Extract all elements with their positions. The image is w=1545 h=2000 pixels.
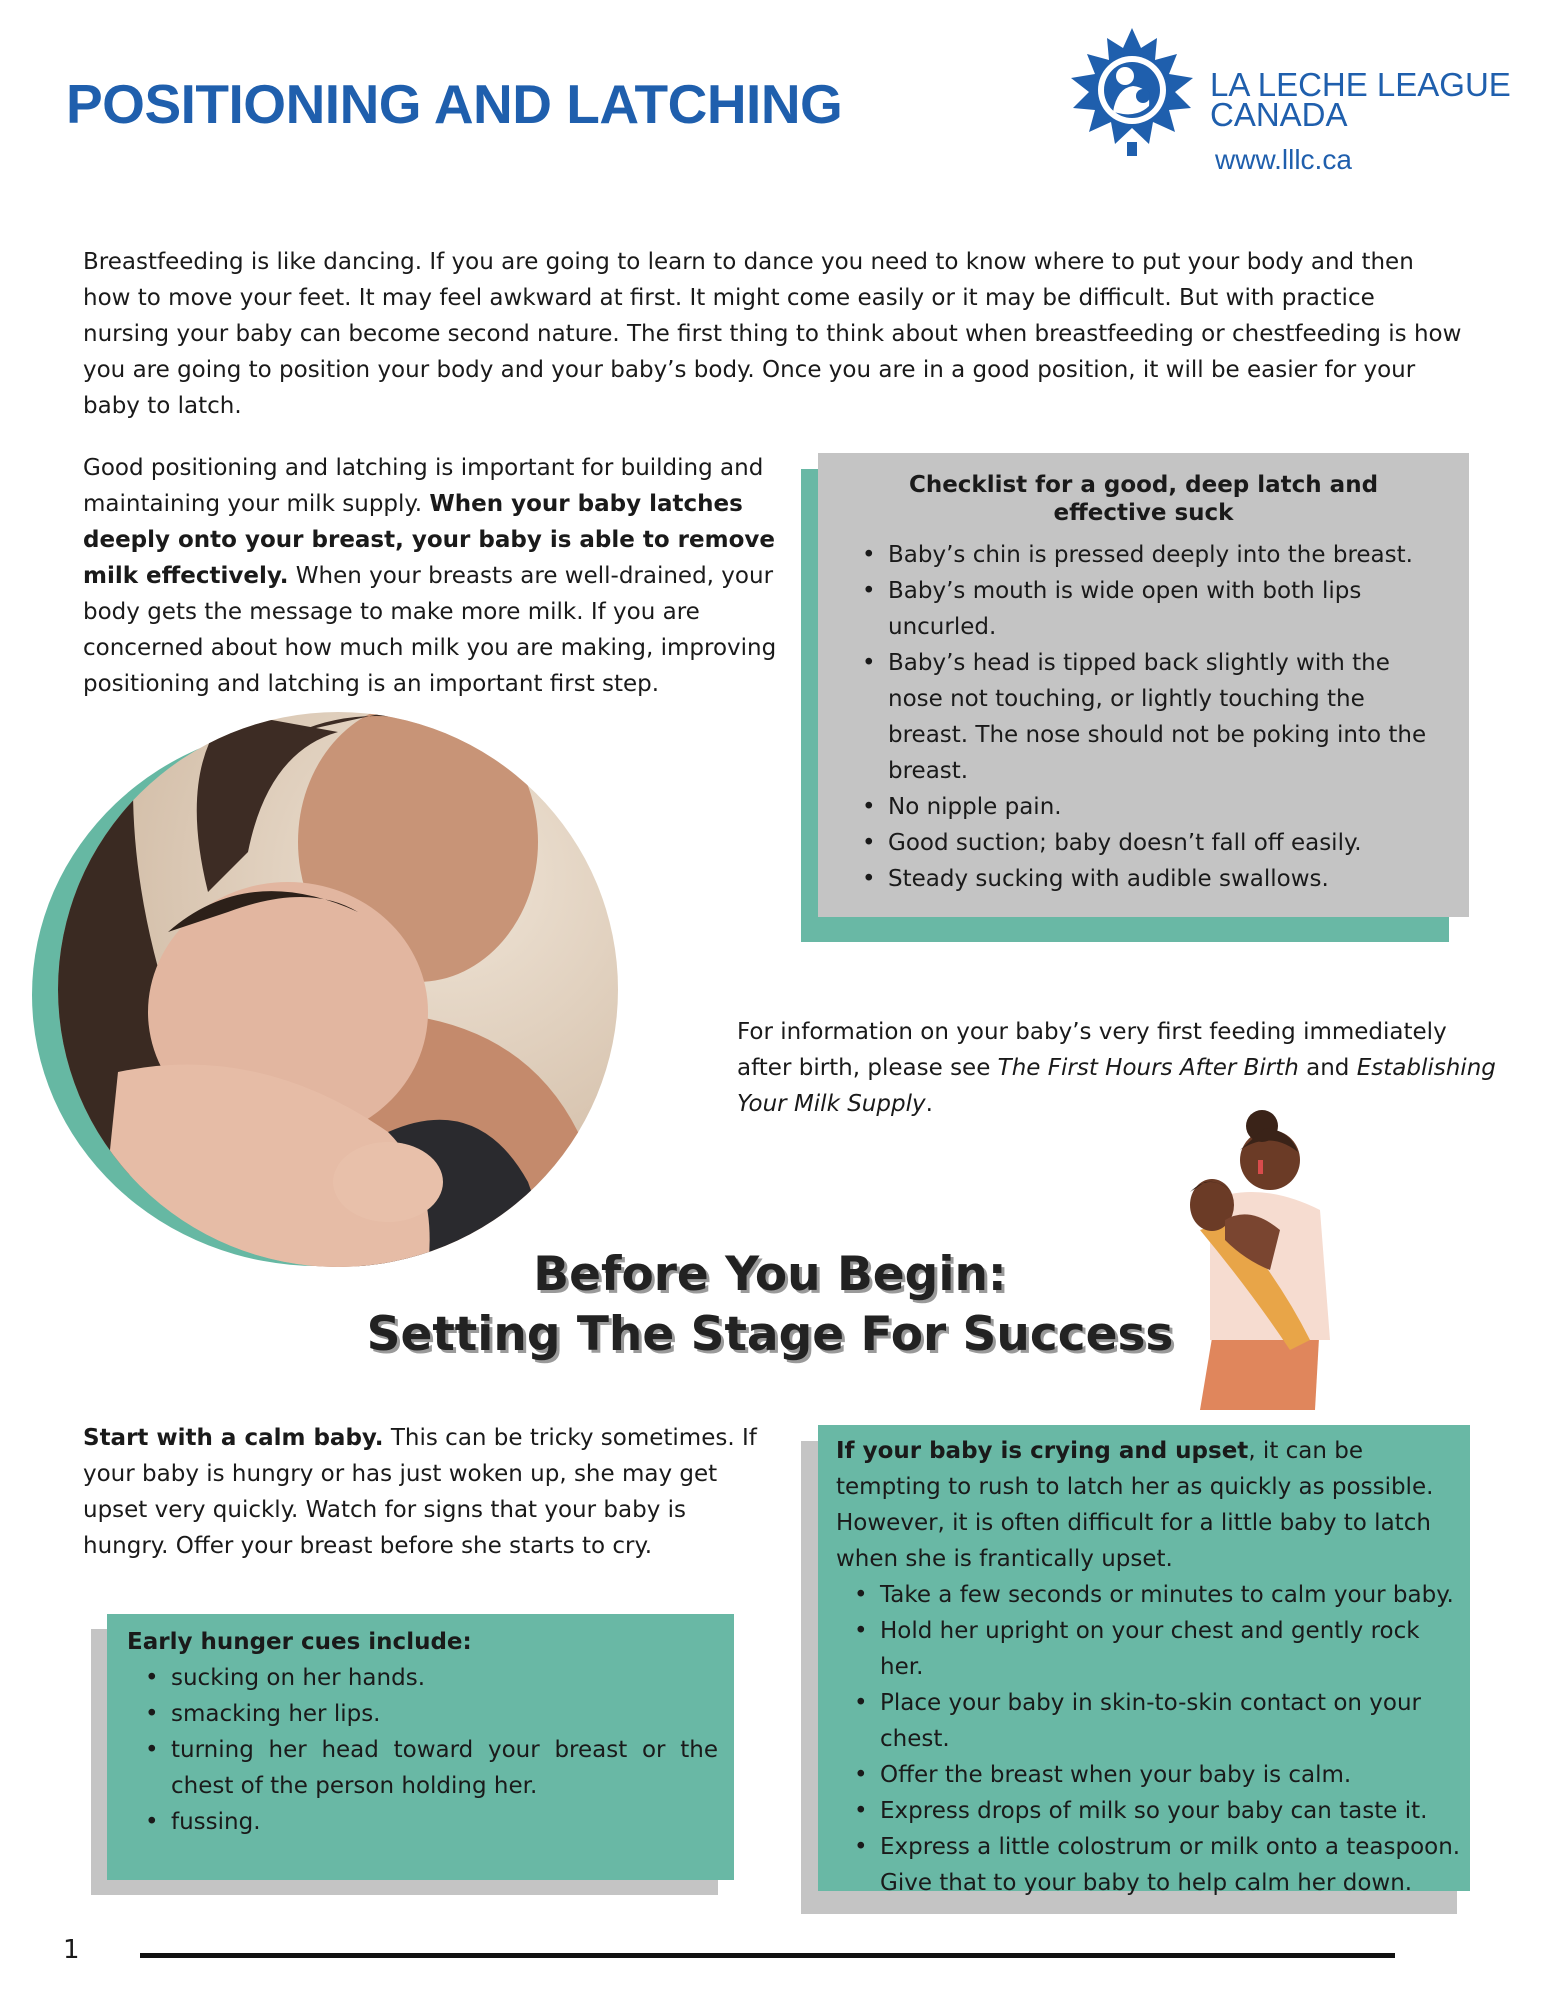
logo-name-line2: CANADA	[1210, 96, 1348, 133]
section-heading-line2: Setting The Stage For Success	[366, 1307, 1174, 1362]
page-title: POSITIONING AND LATCHING	[66, 73, 843, 135]
calm-text: This can be tricky sometimes. If your baby is hungry or has just woken up, she may get upset very quickly. Watch for signs that your baby is hungry. Offer your breast before she starts to cry.	[83, 1425, 757, 1559]
mother-baby-photo	[58, 712, 618, 1267]
checklist-box	[818, 453, 1469, 917]
list-item: • Express drops of milk so your baby can taste it.	[880, 1793, 1470, 1829]
section-heading	[360, 1245, 1180, 1365]
logo-name-line1: LA LECHE LEAGUE	[1210, 66, 1511, 103]
lllc-logo[interactable]	[1065, 26, 1525, 176]
list-item: • Baby’s mouth is wide open with both lips uncurled.	[888, 573, 1439, 645]
list-item: • Steady sucking with audible swallows.	[888, 861, 1439, 897]
upset-intro	[836, 1433, 1460, 1577]
list-item: • Hold her upright on your chest and gently rock her.	[880, 1613, 1470, 1685]
intro-paragraph: Breastfeeding is like dancing. If you are going to learn to dance you need to know where to put your body and then how to move your feet. It may feel awkward at first. It might come easily or it may be difficult. But with practice nursing your baby can become second nature. The first thing to think about when breastfeeding or chestfeeding is how you are going to position your body and your baby’s body. Once you are in a good position, it will be easier for your baby to latch.	[83, 249, 1462, 419]
mother-baby-image	[58, 712, 618, 1267]
footer-divider	[140, 1953, 1395, 1958]
checklist-title: Checklist for a good, deep latch and effective suck	[908, 472, 1379, 526]
page-number: 1	[63, 1935, 80, 1965]
list-item: • Baby’s head is tipped back slightly with the nose not touching, or lightly touching the breast. The nose should not be poking into the breast.	[888, 645, 1439, 789]
list-item: • Express a little colostrum or milk onto a teaspoon. Give that to your baby to help calm her down.	[880, 1829, 1470, 1901]
supply-paragraph	[83, 450, 793, 702]
cues-title: Early hunger cues include:	[127, 1629, 472, 1655]
list-item: • fussing.	[171, 1804, 718, 1840]
list-item: • turning her head toward your breast or the chest of the person holding her.	[171, 1732, 718, 1804]
website-link[interactable]: www.lllc.ca	[1215, 144, 1352, 175]
calm-baby-paragraph	[83, 1420, 763, 1564]
first-hours-text-3: .	[925, 1091, 933, 1117]
list-item: • Good suction; baby doesn’t fall off easily.	[888, 825, 1439, 861]
list-item: • Take a few seconds or minutes to calm your baby.	[880, 1577, 1470, 1613]
upset-text: , it can be tempting to rush to latch her as quickly as possible. However, it is often difficult for a little baby to latch when she is frantically upset.	[836, 1438, 1434, 1572]
list-item: • Place your baby in skin-to-skin contact on your chest.	[880, 1685, 1470, 1757]
first-hours-title-link: The First Hours After Birth	[997, 1055, 1299, 1081]
supply-text-2: When your breasts are well-drained, your body gets the message to make more milk. If you are concerned about how much milk you are making, improving positioning and latching is an important first step.	[83, 563, 777, 697]
list-item: • sucking on her hands.	[171, 1660, 718, 1696]
cues-list	[107, 1660, 734, 1840]
first-hours-text-1: For information on your baby’s very first feeding immediately after birth, please see	[737, 1019, 1447, 1081]
list-item: • smacking her lips.	[171, 1696, 718, 1732]
checklist-list	[818, 537, 1469, 897]
first-hours-paragraph	[737, 1014, 1497, 1122]
crying-upset-box	[818, 1425, 1470, 1896]
hunger-cues-box	[107, 1614, 734, 1880]
list-item: • No nipple pain.	[888, 789, 1439, 825]
maple-leaf-mother-child-icon	[1065, 26, 1200, 161]
list-item: • Baby’s chin is pressed deeply into the breast.	[888, 537, 1439, 573]
milk-supply-title-link: Establishing Your Milk Supply	[737, 1055, 1496, 1117]
supply-text-1: Good positioning and latching is important for building and maintaining your milk supply.	[83, 455, 764, 517]
upset-bold: If your baby is crying and upset	[836, 1438, 1249, 1464]
upset-list	[818, 1577, 1470, 1901]
section-heading-line1: Before You Begin:	[533, 1247, 1007, 1302]
first-hours-text-2: and	[1298, 1055, 1357, 1081]
supply-bold: When your baby latches deeply onto your breast, your baby is able to remove milk effectively.	[83, 491, 775, 589]
calm-bold: Start with a calm baby.	[83, 1425, 384, 1451]
parent-holding-baby-illustration	[1170, 1110, 1345, 1410]
list-item: • Offer the breast when your baby is calm.	[880, 1757, 1470, 1793]
